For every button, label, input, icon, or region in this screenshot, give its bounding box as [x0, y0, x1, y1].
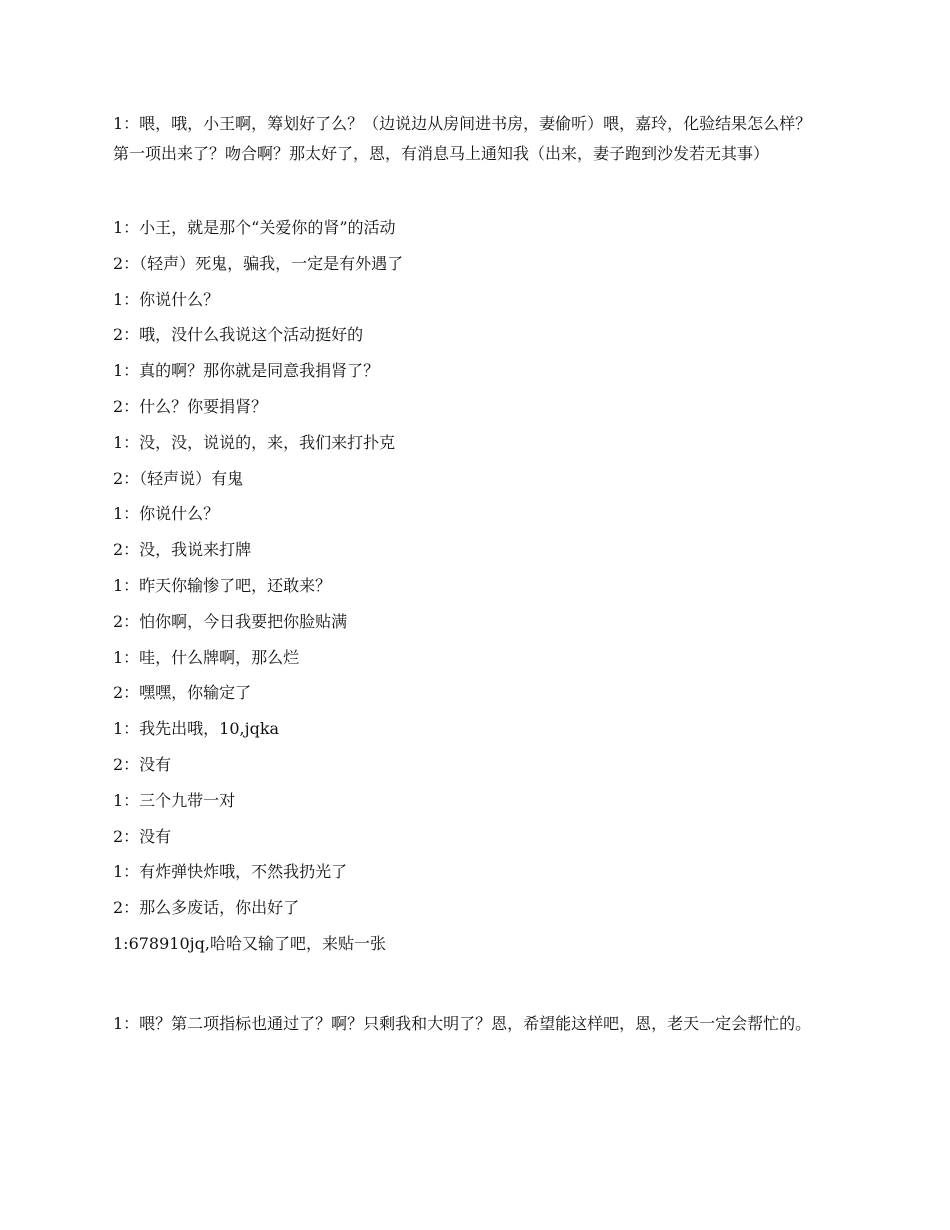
section-spacer: [113, 970, 837, 1014]
dialogue-line: 1：你说什么？: [113, 504, 220, 524]
dialogue-line: 2：没，我说来打牌: [113, 540, 252, 560]
dialogue-line: 1：我先出哦，10,jqka: [113, 719, 280, 739]
paragraph: 1：喂，哦，小王啊，筹划好了么？（边说边从房间进书房，妻偷听）喂，嘉玲，化验结果怎么样？: [113, 114, 812, 133]
dialogue-line: 2：怕你啊，今日我要把你脸贴满: [113, 611, 348, 631]
paragraph: 1：喂？第二项指标也通过了？啊？只剩我和大明了？恩，希望能这样吧，恩，老天一定会帮忙的。: [113, 1013, 812, 1033]
document-page: [113, 114, 837, 1044]
dialogue-line: 1：有炸弹快炸哦，不然我扔光了: [113, 862, 348, 882]
dialogue-line: 1：小王，就是那个“关爱你的肾”的活动: [113, 218, 396, 237]
dialogue-line: 2：什么？你要捐肾？: [113, 396, 268, 416]
dialogue-line: 1：三个九带一对: [113, 790, 236, 810]
dialogue-line: 2：那么多废话，你出好了: [113, 898, 300, 918]
dialogue-line: 2：（轻声说）有鬼: [113, 468, 244, 488]
dialogue-line: 2：没有: [113, 754, 172, 774]
paragraph: 第一项出来了？吻合啊？那太好了，恩，有消息马上通知我（出来，妻子跑到沙发若无其事）: [113, 144, 770, 163]
dialogue-line: 1：哇，什么牌啊，那么烂: [113, 647, 300, 667]
section-spacer: [113, 174, 837, 218]
dialogue-line: 1：昨天你输惨了吧，还敢来？: [113, 575, 332, 595]
outro-section: [113, 1014, 837, 1034]
dialogue-section: [113, 218, 837, 954]
dialogue-line: 1：没，没，说说的，来，我们来打扑克: [113, 432, 396, 452]
dialogue-line: 2：（轻声）死鬼，骗我，一定是有外遇了: [113, 253, 404, 273]
dialogue-line: 2：嘿嘿，你输定了: [113, 683, 252, 703]
dialogue-line: 2：哦，没什么我说这个活动挺好的: [113, 325, 364, 345]
dialogue-line: 1:678910jq,哈哈又输了吧，来贴一张: [113, 933, 386, 953]
dialogue-line: 2：没有: [113, 826, 172, 846]
intro-section: [113, 114, 837, 164]
dialogue-line: 1：真的啊？那你就是同意我捐肾了？: [113, 361, 380, 381]
dialogue-line: 1：你说什么？: [113, 289, 220, 309]
